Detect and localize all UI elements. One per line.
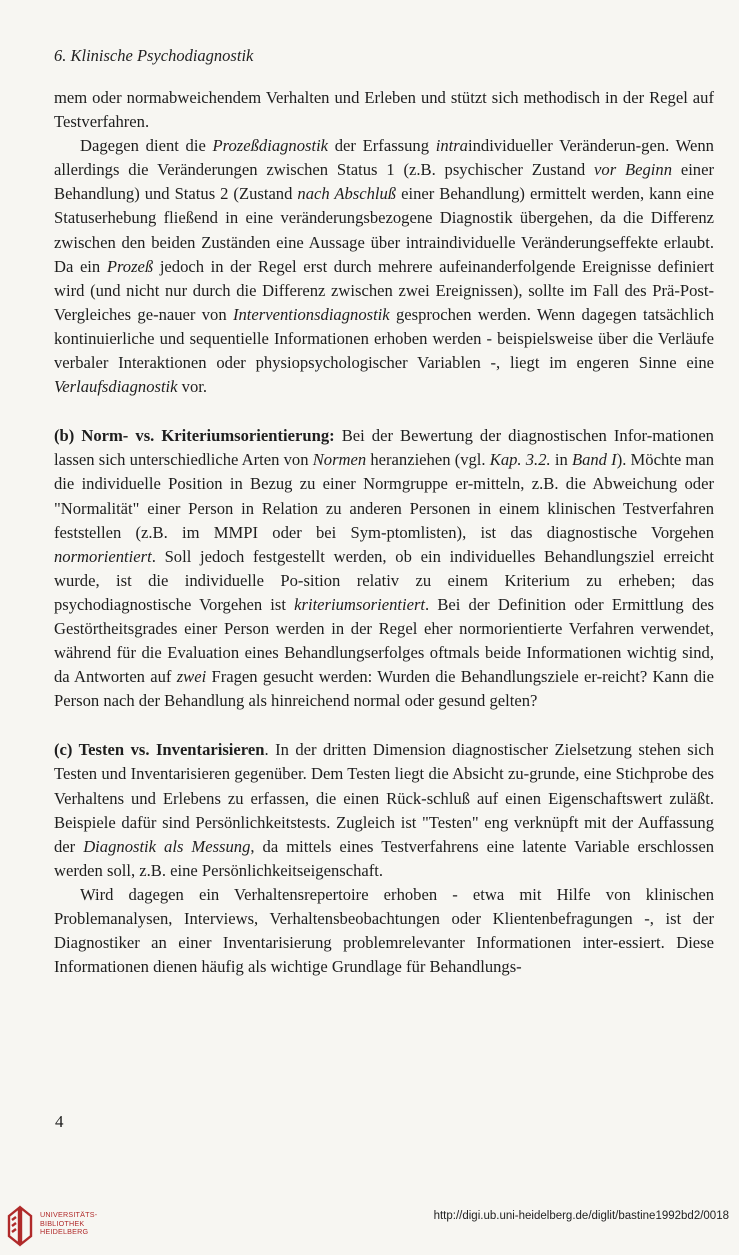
- paragraph-norm-criterion: (b) Norm- vs. Kriteriumsorientierung: Bei der Bewertung der diagnostischen Infor-mationen lassen sich unterschiedliche Arten von Normen heranziehen (vgl. Kap. 3.2. in Band I). Möchte man die individuelle Position in Bezug zu einer Normgruppe er-mitteln, z.B. die Abweichung oder "Normalität" einer Person in Relation zu anderen Personen in einem klinischen Testverfahren feststellen (z.B. im MMPI oder bei Sym-ptomlisten), ist das diagnostische Vorgehen normorientiert. Soll jedoch festgestellt werden, ob ein individuelles Behandlungsziel erreicht wurde, ist die individuelle Po-sition relativ zu einem Kriterium zu erheben; das psychodiagnostische Vorgehen ist kriteriumsorientiert. Bei der Definition oder Ermittlung des Gestörtheitsgrades einer Person werden in der Regel eher normorientierte Verfahren verwendet, während für die Evaluation eines Behandlungserfolges oftmals beide Informationen wichtig sind, da Antworten auf zwei Fragen gesucht werden: Wurden die Behandlungsziele er-reicht? Kann die Person nach der Behandlung als hinreichend normal oder gesund gelten?: [54, 426, 714, 711]
- paragraph-5: Wird dagegen ein Verhaltensrepertoire erhoben - etwa mit Hilfe von klinischen Problemanalysen, Interviews, Verhaltensbeobachtungen oder Klientenbefragungen -, ist der Diagnostiker an einer Inventarisierung problemrelevanter Informationen inter-essiert. Diese Informationen dienen häufig als wichtige Grundlage für Behandlungs-: [54, 884, 714, 977]
- section-heading-c: (c) Testen vs. Inventarisieren: [54, 740, 265, 760]
- body-text: [54, 86, 714, 979]
- page-number: 4: [55, 1112, 64, 1131]
- library-name: UNIVERSITÄTS- BIBLIOTHEK HEIDELBERG: [40, 1210, 98, 1237]
- source-url-link[interactable]: http://digi.ub.uni-heidelberg.de/diglit/bastine1992bd2/0018: [433, 1210, 729, 1222]
- library-logo-icon: [6, 1204, 34, 1248]
- section-heading-b: (b) Norm- vs. Kriteriumsorientierung:: [54, 426, 335, 446]
- digitization-footer: [0, 1196, 739, 1255]
- paragraph-testing-inventory: (c) Testen vs. Inventarisieren. In der dritten Dimension diagnostischer Zielsetzung stehen sich Testen und Inventarisieren gegenüber. Dem Testen liegt die Absicht zu-grunde, eine Stichprobe des Verhaltens und Erlebens zu erfassen, die einen Rück-schluß auf einen Eigenschaftswert zuläßt. Beispiele dafür sind Persönlichkeitstests. Zugleich ist "Testen" eng verknüpft mit der Auffassung der Diagnostik als Messung, da mittels eines Testverfahrens eine latente Variable erschlossen werden soll, z.B. eine Persönlichkeitseigenschaft.: [54, 740, 715, 880]
- paragraph-1: mem oder normabweichendem Verhalten und Erleben und stützt sich methodisch in der Regel auf Testverfahren.: [54, 88, 714, 132]
- paragraph-2: Dagegen dient die Prozeßdiagnostik der Erfassung intraindividueller Veränderun-gen. Wenn allerdings die Veränderungen zwischen Status 1 (z.B. psychischer Zustand vor Beginn einer Behandlung) und Status 2 (Zustand nach Abschluß einer Behandlung) ermittelt werden, kann eine Statuserhebung fließend in eine veränderungsbezogene Diagnostik übergehen, da die Differenz zwischen den beiden Zuständen eine Aussage über intraindividuelle Veränderungseffekte erlaubt. Da ein Prozeß jedoch in der Regel erst durch mehrere aufeinanderfolgende Ereignisse definiert wird (und nicht nur durch die Differenz zwischen zwei Ereignissen), sollte im Fall des Prä-Post-Vergleiches ge-nauer von Interventionsdiagnostik gesprochen werden. Wenn dagegen tatsächlich kontinuierliche und sequentielle Informationen erhoben werden - beispielsweise über die Verläufe verbaler Interaktionen oder physiopsychologischer Variablen -, liegt im engeren Sinne eine Verlaufsdiagnostik vor.: [54, 136, 714, 397]
- running-head: 6. Klinische Psychodiagnostik: [54, 46, 254, 65]
